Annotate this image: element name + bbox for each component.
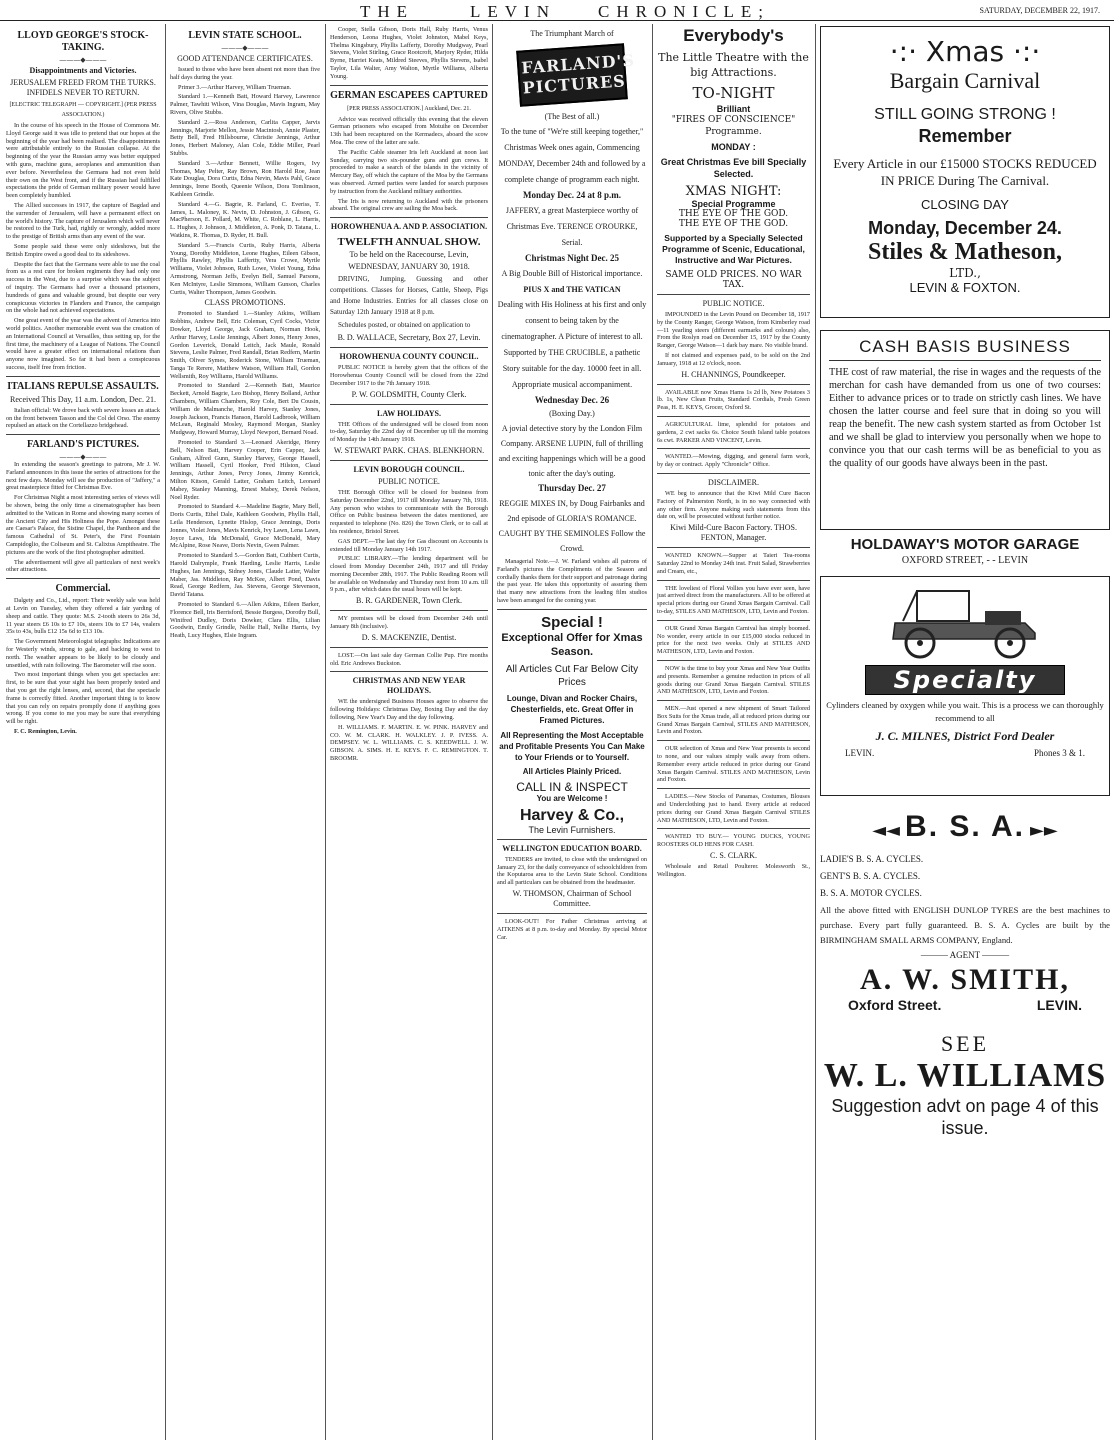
classified-ad: WANTED.—Mowing, digging, and general farm work, by day or contract. Apply "Chronicle" Office. [657, 453, 810, 469]
divider [497, 839, 647, 840]
ad-text: The Little Theatre with the big Attractions. [658, 51, 809, 79]
classified-ad: AVAILABLE now Xmas Hams 1s 2d lb, New Potatoes 3 lb. 1s, New Clean Fruits, Standard Cordials, Fresh Green Peas, H. E. KEYS, Grocer, Oxford St. [657, 388, 810, 412]
closing-date: Monday, December 24. [868, 218, 1062, 238]
notice-date: WEDNESDAY, JANUARY 30, 1918. [348, 262, 470, 272]
divider [330, 671, 488, 672]
column-rule [652, 24, 653, 1440]
ad-text: "FIRES OF CONSCIENCE" Programme. [671, 115, 796, 137]
divider [330, 404, 488, 405]
divider [657, 828, 810, 829]
ad-text: (Boxing Day.) [549, 409, 595, 418]
headline-commercial: Commercial. [55, 583, 111, 595]
special-offer: Exceptional Offer for Xmas Season. [501, 631, 643, 658]
ad-text: (The Best of all.) [544, 112, 600, 121]
masthead [0, 0, 1114, 21]
subhead: [ELECTRIC TELEGRAPH — COPYRIGHT.] (PER PRESS ASSOCIATION.) [9, 102, 157, 118]
subhead: Disappointments and Victories. [29, 66, 137, 75]
ad-text: All Articles Plainly Priced. [522, 766, 622, 776]
notice-text: PUBLIC LIBRARY.—The lending department will be closed from Monday December 24th, 1917 and till Friday morning December 28th, 1917. The Public Reading Room will be available on Wednesday and Thursday next from 10 a.m. till 9 p.m., after which dates the usual hours will be kept. [330, 555, 488, 594]
article-paragraph: The Iris is now returning to Auckland with the prisoners aboard. The original crew are sailing the Moa back. [330, 197, 488, 213]
divider [330, 85, 488, 86]
dealer-contact [825, 744, 1105, 762]
notice-text: IMPOUNDED in the Levin Pound on December 18, 1917 by the County Ranger, George Watson, from Kimberley road—11 yearling steers (different earmarks and colours) also, From the Roslyn road on December 15, 1917 by the County Ranger, George Watson—1 dark bay mare. No visible brand. [657, 311, 810, 350]
dashes: - - [986, 555, 999, 566]
see-label: SEE [940, 1031, 990, 1056]
notice-signature: H. CHANNINGS, Poundkeeper. [681, 369, 786, 379]
notice-text: Wholesale and Retail Poulterer. Molesworth St., Wellington. [657, 863, 810, 878]
dashes: ——— [920, 950, 948, 960]
divider [657, 294, 810, 295]
masthead-the: THE [360, 2, 415, 21]
divider [657, 580, 810, 581]
classified-ad: NOW is the time to buy your Xmas and New Year Outfits and presents. Remember a genuine reduction in prices of all goods during our Grand Xmas Bargain Carnival. STILES AND MATHESON, LTD, Levin and Foxton. [657, 664, 810, 696]
article-paragraph: The advertisement will give all particulars of next week's other attractions. [6, 558, 160, 574]
headline-annual-show: TWELFTH ANNUAL SHOW. [337, 236, 481, 249]
article-paragraph: In extending the season's greetings to patrons, Mr J. W. Farland announces in this issue the series of attractions for the next few days. Monday will see the production of "Jaffery," a great masterpiece fitted for Christmas Eve. [6, 461, 160, 492]
garage-town: LEVIN [998, 555, 1029, 566]
classified-ad: THE loveliest of Floral Vollies you have ever seen, have just arrived direct from the manufacturers. All to be offered at special prices during our Grand Xmas Bargain Carnival. Call to-day, STILES AND MATHESON, LTD, Levin and Foxton. [657, 584, 810, 615]
article-paragraph: The Allied successes in 1917, the capture of Bagdad and the surrender of Jerusalem, will have a permanent effect on the world's history. The capture of Jerusalem which will never be restored to the Turk, had, rightly or wrongly, added more to the prestige of British arms than any event of the war. [6, 201, 160, 241]
smith-street: Oxford Street. [848, 997, 942, 1013]
notice-text: LOST.—On last sale day German Collie Pup. Fire months old. Eric Andrews Buckston. [330, 651, 488, 667]
ad-text: XMAS NIGHT: [685, 184, 782, 199]
masthead-levin: LEVIN [470, 2, 556, 21]
column-1 [6, 26, 160, 1440]
dashes: ——— [982, 950, 1010, 960]
bsa-line: B. S. A. MOTOR CYCLES. [820, 888, 922, 898]
ad-text: All Articles Cut Far Below City Prices [505, 663, 639, 688]
divider [330, 647, 488, 648]
article-paragraph: Dalgety and Co., Ltd., report: Their weekly sale was held at Levin on Tuesday, when they offered a fair yarding of sheep and cattle. They quote: M.S. 2-tooth steers to 26s 3d, 11 year steers £6 10s to £7 10s, steers 10s to £7 14s, vealers 35s to 43s, bulls £12 15s 6d to £13 10s. [6, 597, 160, 636]
ad-text: SAME OLD PRICES. NO WAR TAX. [665, 270, 802, 290]
notice-heading: HOROWHENUA COUNTY COUNCIL. [339, 352, 479, 362]
notice-signature: W. STEWART PARK. CHAS. BLENKHORN. [333, 445, 485, 455]
article-paragraph: Promoted to Standard 5.—Gordon Batt, Cuthbert Curtis, Harold Dalrymple, Frank Harding, Leslie Harris, Leslie Hughes, Ian Jennings, Sidney Jones, Claude Latter, Walter Maber, Jas. Middleton, Ray McKee, Albert Pond, Davis Read, George Redfern, Jas. Stevens, George Stevenson, David Tatana. [170, 552, 320, 599]
ford-dealer-box [820, 576, 1110, 796]
article-paragraph: Standard 3.—Arthur Bennett, Willie Rogers, Ivy Thomas, May Pelter, Ray Brown, Ron Harold Roe, Jean Kate Douglas, Dora Curtis, Edna Nevin, Mavis Pahl, Grace Jennings, Irene Booth, Queenie Wilson, Dora Tomlinson, Kathleen Grindle. [170, 159, 320, 198]
ad-text: You are Welcome ! [536, 793, 608, 803]
remember: Remember [918, 126, 1012, 146]
notice-subheading: PUBLIC NOTICE. [378, 476, 440, 486]
harvey-co-name: Harvey & Co., [519, 806, 625, 824]
article-paragraph: Standard 4.—G. Bagrie, R. Farland, C. Everiss, T. James, L. Maloney, K. Nevin, D. Johnston, J. Gibson, G. MacPherson, E. Pollard, M. White, C. Roblane, L. Harris, L. Hughes, J. Johnson, J. Middleton, A. Ponk, D. Tatana, L. Watkins, R. Thomas, D. Ryder, H. Bull. [170, 200, 320, 239]
divider [497, 609, 647, 610]
notice-signature: B. D. WALLACE, Secretary, Box 27, Levin. [337, 333, 481, 343]
cash-basis-text: THE cost of raw material, the rise in wages and the requests of the merchan for cash have demanded from us one of two courses: Either to advance prices or to trade on strictly cash lines. We have chosen the latter course and feel sure that in doing so you will reap the benefit. The new cash system started as from October 1st and we shall be glad to interview you personally when we hope to convince you that our cash terms will be as beneficial to you as the quality of our goods have always been in the past. [829, 367, 1101, 469]
carnival-title: Bargain Carnival [889, 68, 1041, 93]
article-paragraph: Issued to those who have been absent not more than five half days during the year. [170, 66, 320, 81]
ad-text: Dealing with His Holiness at his first and only consent to being taken by the cinematographer. A Picture of interest to all. Supported by THE CRUCIBLE, a pathetic Story suitable for the day. 10000 feet in all. Appropriate musical accompaniment. [497, 300, 647, 389]
column-rule [165, 24, 166, 1440]
arrow-left-icon: ◄◄ [872, 820, 900, 841]
headline-state-school: LEVIN STATE SCHOOL. [188, 30, 302, 41]
divider [657, 660, 810, 661]
article-paragraph: In the course of his speech in the House of Commons Mr. Lloyd George said it was idle to pretend that our hopes at the beginning of the year had been realised. The disappointments were attributable entirely to the Russian collapse. At the beginning of the year the Russian army was better equipped with guns, machine guns, aeroplanes and ammunition than ever before. Nevertheless the Germans had not even held their own on the West front, and if the Russian had fulfilled expectations the pride of German military power would have been completely humbled. [6, 122, 160, 200]
ad-text: Brilliant [716, 104, 751, 114]
column-rule [325, 24, 326, 1440]
article-paragraph: Promoted to Standard 6.—Allen Atkins, Eileen Barker, Florence Bell, Iris Berrisford, Bessie Burgess, Dorothy Bull, Winifred Dudley, Doris Dowker, Clara Ellis, Lilian Goodwin, Emily Grindle, Nellie Hall, Nellie Harris, Ivy Heath, Lucy Hughes, Elsie Ingram. [170, 601, 320, 640]
stiles-matheson: Stiles & Matheson, [868, 239, 1062, 265]
notice-line: To be held on the Racecourse, Levin, [349, 250, 469, 260]
bsa-title: B. S. A. [905, 810, 1025, 843]
milnes-dealer: J. C. MILNES, District Ford Dealer [875, 729, 1055, 743]
divider [657, 700, 810, 701]
article-paragraph: Standard 2.—Ross Anderson, Carlita Capper, Jarvis Jennings, Marjorie Mellon, Jessie Macintosh, Annie Plaster, Betty Bell, Fred Hillsbourne, Christie Jennings, Arthur Jones, Herbert Maloney, Alan Cole, Eddie Miller, Pearl Stubbs. [170, 118, 320, 157]
notice-text: GAS DEPT.—The last day for Gas discount on Accounts is extended till Monday January 14th 1917. [330, 537, 488, 553]
notice-text: TENDERS are invited, to close with the undersigned on January 23, for the daily conveyance of schoolchildren from the Koputaroa area to the Levin State School. Conditions and all particulars can be obtained from the headmaster. [497, 855, 647, 887]
ad-text: Lounge, Divan and Rocker Chairs, Chesterfields, etc. Great Offer in Framed Pictures. [506, 693, 638, 725]
holdaway-garage: HOLDAWAY'S MOTOR GARAGE [850, 536, 1080, 553]
article-paragraph: Advice was received officially this evening that the eleven German prisoners who escaped from Motuihe on December 13th had been recaptured on the Kermadecs, aboard the scow Moa. The crew of the latter are safe. [330, 115, 488, 146]
article-paragraph: The Pacific Cable steamer Iris left Auckland at noon last Sunday, carrying two six-pounder guns and gun crews. It proceeded to make a search of the islands in the vicinity of Mercury Bay, off which the capture of the Moa by the Germans was observed. Armed parties were landed for search purposes by instruction from the Auckland military authorities. [330, 148, 488, 195]
ad-text: A Big Double Bill of Historical importance. [501, 269, 643, 278]
star-icon: ·:· [889, 35, 917, 68]
ad-text: REGGIE MIXES IN, by Doug Fairbanks and 2nd episode of GLORIA'S ROMANCE. CAUGHT BY THE SEMINOLES Follow the Crowd. [498, 499, 646, 553]
notice-text: DRIVING, Jumping, Guessing and other competitions. Classes for Horses, Cattle, Sheep, Pigs and Home Industries. Entries for all classes close on Saturday 12th January 1918 at 8 p.m. [330, 275, 488, 317]
notice-text: THE Offices of the undersigned will be closed from noon to-day, Saturday the 22nd day of December up till the morning of Monday the 14th January 1918. [330, 420, 488, 444]
divider [657, 448, 810, 449]
classified-ad: WANTED TO BUY.— YOUNG DUCKS, YOUNG ROOSTERS OLD HENS FOR CASH. [657, 833, 810, 849]
notice-heading: WELLINGTON EDUCATION BOARD. [502, 843, 642, 853]
article-paragraph: Promoted to Standard 3.—Leonard Akeridge, Henry Bell, Nelson Batt, Harvey Cooper, Erin Capper, Jack Graham, Alfred Gunn, Stanley Harvey, George Hassell, William Hassell, Cyril Hooker, Fred Hilston, Claud Jennings, Arthur Jones, Percy Jones, Jimmy Kenrick, Milton Kitson, Gerald Latter, Graham Leitch, Leonard Mabey, Stanley Manning, Ernest Mabey, Derek Nelson, Noel Ryder. [170, 439, 320, 501]
subhead: JERUSALEM FREED FROM THE TURKS. INFIDELS NEVER TO RETURN. [10, 78, 156, 97]
ad-title: PIUS X and THE VATICAN [523, 285, 621, 294]
ad-text: The Triumphant March of [530, 29, 614, 38]
article-paragraph: Two most important things when you get spectacles are: first, to be sure that your sight has been properly tested and that you get the right lenses, and, second, that the spectacle frame is correctly fitted. Another important thing is to know that you can rely on repairs promptly done if anything goes wrong. If you come to me you may be sure that everything will be right. [6, 671, 160, 726]
ad-text: Cylinders cleaned by oxygen while you wait. This is a process we can thoroughly recommend to all [826, 700, 1104, 723]
classified-ad: LADIES.—New Stocks of Panamas, Costumes, Blouses and Underclothing just to hand. Every article at reduced prices during our Grand Xmas Bargain Carnival STILES AND MATHESON, LTD, Levin and Foxton. [657, 793, 810, 824]
notice-text: THE Borough Office will be closed for business from Saturday December 22nd, 1917 till Monday January 7th, 1918. Any person who wishes to communicate with the Borough Office on Public business between the dates mentioned, are requested to telephone (No. 826) the Town Clerk, or to call at his residence, Bristol Street. [330, 488, 488, 535]
suggestion-text: Suggestion advt on page 4 of this issue. [831, 1096, 1099, 1138]
notice-heading: PUBLIC NOTICE. [702, 299, 765, 308]
ad-text: Special Programme [691, 199, 776, 209]
divider [330, 460, 488, 461]
dealer-phones: Phones 3 & 1. [1033, 748, 1085, 758]
article-paragraph: Standard 1.—Kenneth Batt, Howard Harvey, Lawrence Palmer, Tawhiti Wilson, Vina Douglas, Mavis Ingram, May Rivers, Olive Stubbs. [170, 93, 320, 116]
article-paragraph: The Government Meteorologist telegraphs: Indications are for Westerly winds, strong to gale, and backing to west to north. The weather appears to be likely to be cloudy and unsettled, with rain following. The Barometer will rise soon. [6, 638, 160, 669]
farlands-pictures-logo: FARLAND'S PICTURES [516, 43, 628, 106]
williams-name: W. L. WILLIAMS [823, 1057, 1107, 1094]
notice-heading: LEVIN BOROUGH COUNCIL. [353, 464, 465, 474]
agent-word: AGENT [949, 950, 980, 960]
car-illustration [875, 581, 1055, 661]
classified-ad: OUR selection of Xmas and New Year presents is second to none, and our values simply walk away from others. Remember every article reduced in price during our Grand Xmas Bargain Carnival. STILES AND MATHESON, Levin and Foxton. [657, 745, 810, 784]
ornament: ———◆——— [221, 44, 269, 52]
ad-text: All Representing the Most Acceptable and Profitable Presents You Can Make to Your Friends or to Yourself. [499, 730, 645, 762]
cash-basis-box [820, 330, 1110, 530]
article-paragraph: Standard 5.—Francis Curtis, Ruby Harris, Alberta Young, Dorothy Middleton, Leone Hughes, Eileen Gibson, Phyllis Rawley, Phyllis Laffertty, Vera Crowe, Myrtle Williams, Violet Johnson, Ruth Lowe, Violet Young, Edna Armstrong, Norman Jeffs, Evelyn Bell, Samuel Parsons, Ken McIntyre, Leslie Simmons, William Gunson, Charles Curtis, Walter Thompson, James Goodwin. [170, 241, 320, 296]
masthead-chronicle: CHRONICLE; [598, 2, 770, 21]
bsa-text: All the above fitted with ENGLISH DUNLOP TYRES are the best machines to purchase. Every part fully guaranteed. B. S. A. Cycles are built by the BIRMINGHAM SMALL ARMS COMPANY, England. [820, 905, 1110, 945]
ornament: ———◆——— [59, 56, 107, 64]
notice-signature: W. THOMSON, Chairman of School Committee. [512, 888, 632, 908]
garage-street: OXFORD STREET, [901, 555, 984, 566]
headline-farlands: FARLAND'S PICTURES. [26, 439, 140, 451]
divider [6, 578, 160, 579]
column-6 [820, 26, 1110, 1440]
divider [497, 913, 647, 914]
smith-town: LEVIN. [1036, 997, 1082, 1013]
divider [6, 434, 160, 435]
ad-text: To the tune of "We're still keeping together," Christmas Week ones again, Commencing MONDAY, December 24th and followed by a complete change of programm each night. [498, 127, 646, 184]
star-icon: ·:· [1013, 35, 1041, 68]
carnival-text: Every Article in our £15000 STOCKS REDUCED IN PRICE During The Carnival. [833, 156, 1097, 188]
specialty-title: Specialty [865, 665, 1065, 695]
divider [657, 473, 810, 474]
subhead: GOOD ATTENDANCE CERTIFICATES. [177, 54, 313, 63]
ad-text: Supported by a Specially Selected Programme of Scenic, Educational, Instructive and War Pictures. [662, 233, 805, 265]
ad-date: Wednesday Dec. 26 [534, 395, 610, 405]
notice-signature: Kiwi Mild-Cure Bacon Factory. THOS. FENTON, Manager. [670, 523, 797, 543]
ad-text: JAFFERY, a great Masterpiece worthy of Christmas Eve. TERENCE O'ROURKE, Serial. [505, 206, 639, 247]
xmas-carnival-box [820, 26, 1110, 318]
bsa-line: GENT'S B. S. A. CYCLES. [820, 871, 921, 881]
divider [657, 620, 810, 621]
article-paragraph: Primer 3.—Arthur Harvey, William Trueman. [178, 83, 292, 91]
ad-text: CALL IN & INSPECT [516, 779, 628, 794]
ad-text: LEVIN & FOXTON. [909, 280, 1021, 295]
classified-ad: WANTED KNOWN.—Supper at Taieri Tea-rooms Saturday 22nd to Monday 24th inst. Fruit Salad, Strawberries and Cream, etc., [657, 552, 810, 575]
signatory-list: H. WILLIAMS. F. MARTIN. E. W. PINK. HARVEY and CO. W. M. CLARK. H. WALKLEY. J. P. IVESS. A. DEMPSEY. W. L. WILLIAMS. C. S. KEEDWELL. J. W. GIBSON. A. SIMS. H. E. KEYS. F. C. REMINGTON. T. BROOMR. [330, 723, 488, 763]
smith-address [820, 997, 1110, 1013]
ad-text: THE EYE OF THE GOD. [678, 209, 789, 219]
cash-basis-title: CASH BASIS BUSINESS [829, 337, 1101, 361]
ornament: ———◆——— [59, 453, 107, 462]
notice-text: LOOK-OUT! For Father Christmas arriving at AITKENS at 8 p.m. to-day and Monday. By special Motor Car. [497, 917, 647, 941]
article-paragraph: Some people said these were only sideshows, but the British Empire owed a good deal to its sideshows. [6, 242, 160, 258]
special-heading: Special ! [541, 613, 603, 631]
garage-address [820, 555, 1110, 566]
headline-italians: ITALIANS REPULSE ASSAULTS. [7, 380, 159, 392]
article-paragraph: Promoted to Standard 4.—Madeline Bagrie, Mary Bell, Doris Curtis, Ethel Dale, Kathleen Goodwin, Phyllis Hall, Leila Henderson, Lynette Hislop, Grace Jennings, Doris Jonnes, Violet Jones, Mavis Kenrick, Ivy Lawn, Lena Lawn, Joyce Laws, Ida McDonald, Grace McDonald, Mary McAlpine, Rose Neave, Doris Nevin, Gwen Palmer. [170, 503, 320, 550]
notice-signature: C. S. CLARK. [710, 851, 757, 861]
notice-signature: P. W. GOLDSMITH, County Clerk. [351, 389, 467, 399]
subhead: CLASS PROMOTIONS. [204, 298, 286, 308]
notice-text: MY premises will be closed from December 24th until January 8th (inclusive). [330, 615, 488, 631]
everybodys-title: Everybody's [683, 26, 784, 45]
ad-text: TO-NIGHT [692, 84, 775, 102]
notice-text: WE the undersigned Business Houses agree to observe the following Holidays: Christmas Day, Boxing Day and the day following, New Year's Day and the day following. [330, 698, 488, 722]
divider [330, 217, 488, 218]
notice-text: Schedules posted, or obtained on application to [338, 321, 471, 330]
classified-ad: MEN.—Just opened a new shipment of Smart Tailored Box Suits for the Xmas trade, all at reduced prices during our Grand Xmas Bargain Carnival, STILES AND MATHESON, Levin and Foxton. [657, 705, 810, 736]
signature: F. C. Remington, Levin. [14, 728, 77, 735]
agent-label [820, 950, 1110, 961]
issue-date: SATURDAY, DECEMBER 22, 1917. [979, 6, 1100, 15]
ad-date: Christmas Night Dec. 25 [525, 253, 619, 263]
ad-text: The Levin Furnishers. [528, 824, 616, 835]
column-3 [330, 26, 488, 1440]
article-paragraph: Promoted to Standard 1.—Stanley Atkins, William Robbins, Andrew Bell, Eric Coleman, Cyril Cocks, Victor Dowker, Lloyd George, Jack Graham, Norman Hook, Arthur Harvey, Leslie Jennings, Albert Jones, Henry Jones, Gordon Leverick, Donald Leitch, Jack Maule, Ronald Stevens, Leslie Palmer, Fred Randall, Brian Redfern, Martin Smith, Oliver Symes, Roderick Stone, William Trueman, Tanga Te Rerere, Matthew Watson, William Hall, Gordon Wellsmith, Roy Williams, Harold Williams. [170, 310, 320, 380]
arrow-right-icon: ►► [1030, 820, 1058, 841]
column-2 [170, 26, 320, 1440]
still-going: STILL GOING STRONG ! [874, 106, 1056, 123]
divider [657, 384, 810, 385]
divider [657, 547, 810, 548]
notice-text: WE beg to announce that the Kiwi Mild Cure Bacon Factory of Palmerston North, is in no way connected with any other firm. Anyone making such statements from this date on, will be prosecuted without further notice. [657, 489, 810, 521]
classified-ad: AGRICULTURAL lime, splendid for potatoes and gardens, 2 cwt sacks 6s. Choice South Island table potatoes 6s cwt. PARKER AND VINCENT, Levin. [657, 420, 810, 444]
divider [6, 376, 160, 377]
xmas-title [827, 35, 1103, 68]
ad-text: Managerial Note.—J. W. Farland wishes all patrons of Farland's pictures the Compliments of the Season and cordially thanks them for their support and patronage during the past year. He takes this opportunity of assuring them that many new attractions from the leading film studios have been arranged for the coming year. [497, 558, 647, 604]
ad-date: Monday Dec. 24 at 8 p.m. [523, 190, 621, 200]
bsa-logo [820, 810, 1110, 844]
article-paragraph: For Christmas Night a most interesting series of views will be shown, being the only time a cinematographer has been admitted to the Vatican in Rome and showing many scenes of the Ancient City and His Holiness the Pope. Amongst these are Caesar's Palace, the Sistine Chapel, the Pantheon and the famous Cathedral of St. Peter's, the First Fountain Campidoglio, the Coliseum and St. Calixtus Ampitheatre. The pictures are the work of the first photographer admitted. [6, 494, 160, 556]
notice-heading: HOROWHENUA A. AND P. ASSOCIATION. [330, 222, 488, 232]
column-4 [497, 26, 647, 1440]
article-paragraph: Despite the fact that the Germans were able to use the coal from us a rest cure for broken regiments they had only one success in the West, due to a surprise which was the subject of inquiry. The Germans had over a thousand prisoners, hundreds of guns and valuable ground, but despite our very conspicuous victories in Flanders and France, the campaign on the whole had not achieved expectations. [6, 260, 160, 315]
notice-heading: CHRISTMAS AND NEW YEAR HOLIDAYS. [352, 676, 466, 696]
bsa-line: LADIE'S B. S. A. CYCLES. [820, 854, 924, 864]
notice-heading: LAW HOLIDAYS. [376, 408, 442, 418]
ad-text: A jovial detective story by the London Film Company. ARSENE LUPIN, full of thrilling and exciting happenings which will be a good tonic after the day's outing. [498, 424, 646, 478]
notice-signature: D. S. MACKENZIE, Dentist. [361, 632, 457, 642]
column-rule [815, 24, 816, 1440]
ad-text: LTD., [949, 266, 981, 280]
article-paragraph: Italian official: We drove back with severe losses an attack on the front between Tasson and the Col del Orso. The enemy repulsed an attack on the Cortellazzo bridgehead. [6, 406, 160, 430]
divider [657, 740, 810, 741]
ad-text: Great Christmas Eve bill Specially Selected. [660, 157, 807, 179]
subhead: Received This Day, 11 a.m. London, Dec. 21. [10, 394, 156, 404]
article-paragraph: Cooper, Stella Gibson, Doris Hall, Ruby Harris, Venus Henderson, Leona Hughes, Violet Johnston, Mabel Keys, Thelma Kingsbury, Phyllis Lafferty, Dorothy Mudgway, Pearl Stevens, Violet Stirling, Grace Rootcroft, Marjory Ryder, Hilda Byrne, Harriet Keats, Mildred Steeves, Phyllis Stevens, Isabel Taylor, Lila Walter, Amy Walton, Myrtle Williams, Alberta Young. [330, 26, 488, 80]
article-paragraph: One great event of the year was the advent of America into world politics. Another memorable event was the creation of an International Council at Versailles, thus setting up, for the first time, the machinery of a League of Nations. The Council would have a greater effect on international relations than anyone now imagined. So far it had been a conspicuous success, itself free from friction. [6, 317, 160, 371]
notice-signature: B. R. GARDENER, Town Clerk. [356, 596, 462, 606]
article-paragraph: Promoted to Standard 2.—Kenneth Batt, Maurice Beckett, Arnold Bagrie, Leo Bishop, Henry Bolland, Arthur Chambers, William Chambers, Roy Cole, Bert Du Cousin, William de Malmanche, Harold Harvey, Stanley Jones, Joseph Jackson, Francis Hanson, Harold Ladbrook, William McLean, Reginald Mosley, Raymond Morgan, Stanley Mudgway, Howard Murray, Lloyd Newport, Bernard Noad. [170, 382, 320, 437]
divider [657, 788, 810, 789]
divider [330, 347, 488, 348]
notice-text: If not claimed and expenses paid, to be sold on the 2nd January, 1918 at 12 o'clock, noon. [657, 351, 810, 367]
dealer-town: LEVIN. [845, 748, 875, 758]
notice-text: PUBLIC NOTICE is hereby given that the offices of the Horowhenua County Council will be closed from the 22nd December 1917 to the 7th January 1918. [330, 364, 488, 387]
subhead: [PER PRESS ASSOCIATION.] Auckland, Dec. 21. [347, 105, 471, 112]
smith-name: A. W. SMITH, [860, 963, 1070, 996]
xmas-word: Xmas [925, 35, 1005, 68]
ad-text: MONDAY : [711, 142, 756, 152]
column-5 [657, 26, 810, 1440]
classified-ad: OUR Grand Xmas Bargain Carnival has simply boomed. No wonder, every article in our £15,000 stocks reduced in price for the next two weeks. Only at STILES AND MATHESON, LTD, Levin and Foxton. [657, 624, 810, 656]
divider [330, 610, 488, 611]
notice-heading: DISCLAIMER. [708, 477, 759, 487]
ad-text: THE EYE OF THE GOD. [678, 219, 789, 229]
divider [657, 416, 810, 417]
headline-lloyd-george: LLOYD GEORGE'S STOCK-TAKING. [17, 30, 149, 53]
column-rule [492, 24, 493, 1440]
closing-day: CLOSING DAY [921, 197, 1009, 212]
ad-date: Thursday Dec. 27 [538, 483, 606, 493]
headline-german-escapees: GERMAN ESCAPEES CAPTURED [330, 89, 488, 101]
